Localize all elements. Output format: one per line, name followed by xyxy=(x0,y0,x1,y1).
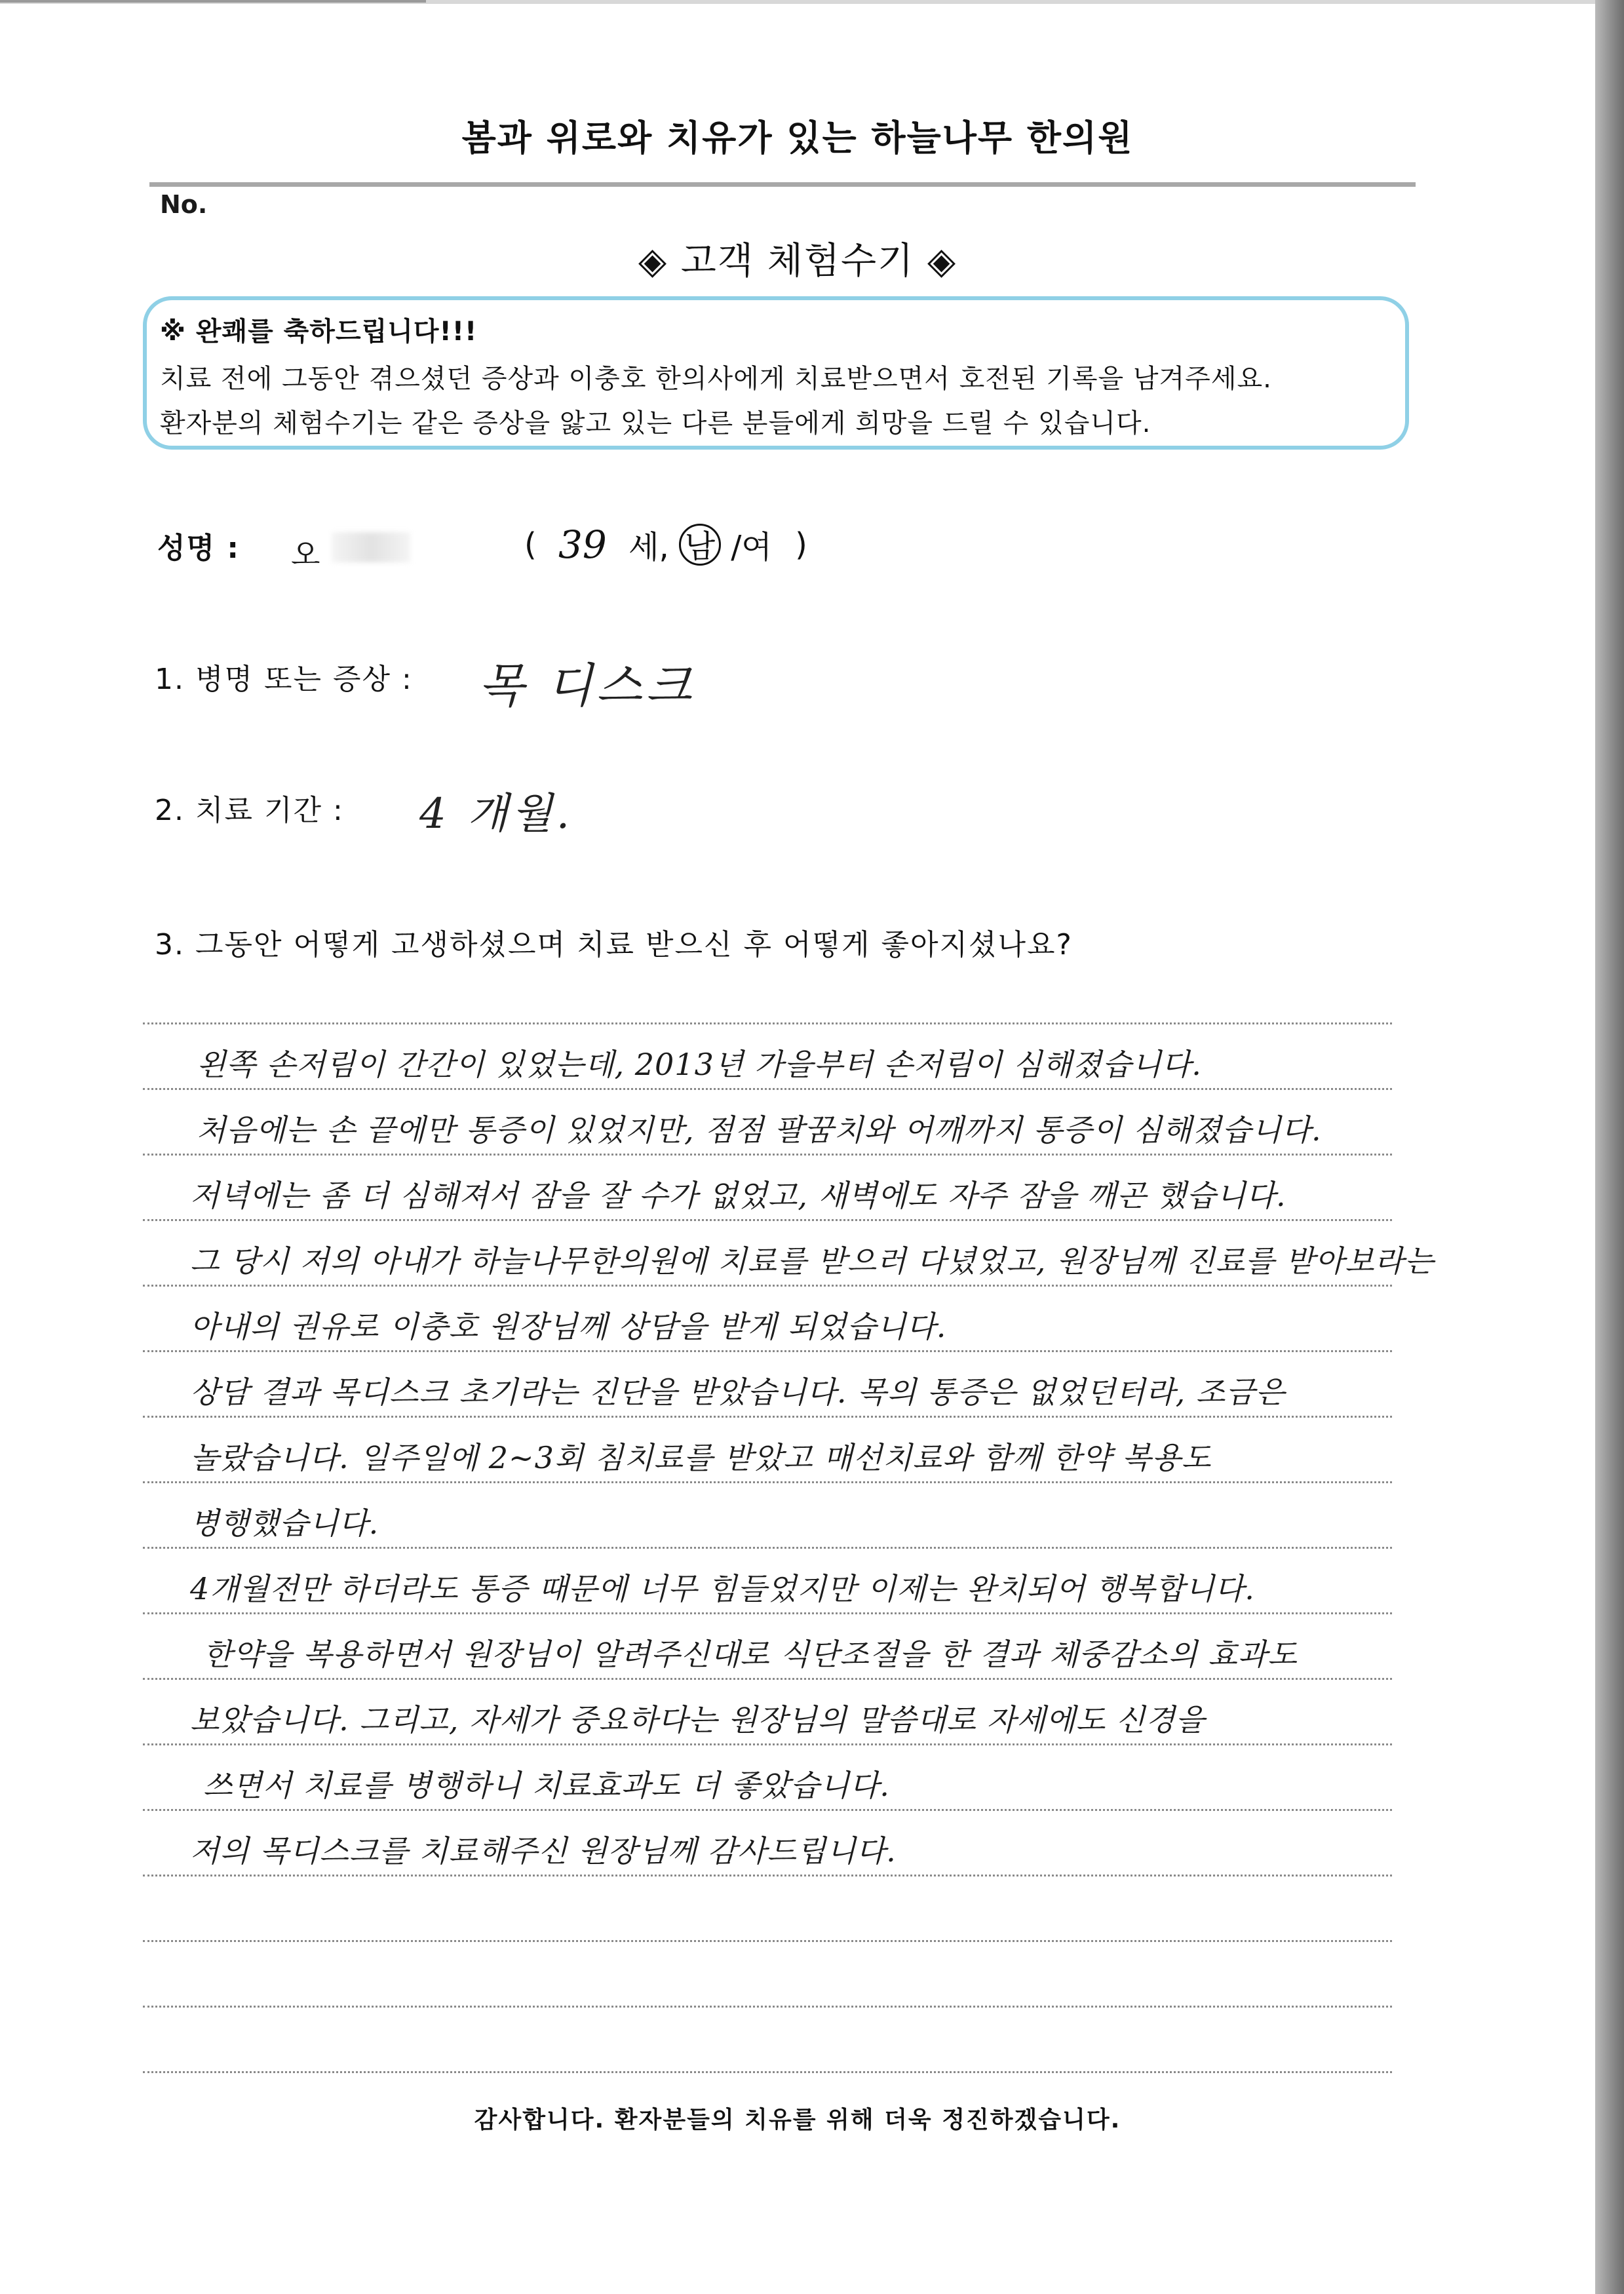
testimony-line: 그 당시 저의 아내가 하늘나무한의원에 치료를 받으러 다녔었고, 원장님께 진료를 받아보라는 xyxy=(190,1243,1435,1279)
notice-congrats: ※ 완쾌를 축하드립니다!!! xyxy=(160,317,478,347)
answer-symptom: 목 디스크 xyxy=(478,658,696,713)
notice-instruction: 치료 전에 그동안 겪으셨던 증상과 이충호 한의사에게 치료받으면서 호전된 기록을 남겨주세요. xyxy=(160,364,1272,394)
testimony-line: 한약을 복용하면서 원장님이 알려주신대로 식단조절을 한 결과 체중감소의 효과도 xyxy=(203,1637,1298,1672)
ruled-line xyxy=(143,1481,1392,1483)
form-number-label: No. xyxy=(160,190,208,219)
ruled-line xyxy=(143,1416,1392,1418)
scan-right-edge xyxy=(1595,0,1624,2294)
testimony-line: 쓰면서 치료를 병행하니 치료효과도 더 좋았습니다. xyxy=(203,1768,890,1803)
ruled-line xyxy=(143,1809,1392,1811)
scan-top-mark xyxy=(0,0,426,3)
ruled-line xyxy=(143,1285,1392,1287)
testimony-line: 병행했습니다. xyxy=(190,1506,379,1541)
testimony-line: 저의 목디스크를 치료해주신 원장님께 감사드립니다. xyxy=(190,1833,897,1869)
testimony-line: 4개월전만 하더라도 통증 때문에 너무 힘들었지만 이제는 완치되어 행복합니다. xyxy=(190,1571,1255,1606)
ruled-line xyxy=(143,1154,1392,1156)
name-label: 성명 : xyxy=(157,532,240,565)
header-divider xyxy=(149,182,1416,187)
answer-period: 4 개월. xyxy=(419,790,574,838)
ruled-line xyxy=(143,2071,1392,2073)
testimony-line: 놀랐습니다. 일주일에 2~3회 침치료를 받았고 매선치료와 함께 한약 복용도 xyxy=(190,1440,1212,1475)
sex-male-circled: 남 xyxy=(679,524,721,566)
ruled-line xyxy=(143,1088,1392,1090)
ruled-line xyxy=(143,1875,1392,1876)
ruled-line xyxy=(143,1743,1392,1745)
ruled-line xyxy=(143,1678,1392,1680)
testimony-line: 아내의 권유로 이충호 원장님께 상담을 받게 되었습니다. xyxy=(190,1309,947,1344)
form-title: ◈ 고객 체험수기 ◈ xyxy=(638,240,957,282)
question-symptom-label: 1. 병명 또는 증상 : xyxy=(155,663,413,696)
testimony-line: 저녁에는 좀 더 심해져서 잠을 잘 수가 없었고, 새벽에도 자주 잠을 깨곤 했습니다. xyxy=(190,1178,1286,1213)
testimony-line: 상담 결과 목디스크 초기라는 진단을 받았습니다. 목의 통증은 없었던터라, 조금은 xyxy=(190,1374,1286,1410)
ruled-line xyxy=(143,2006,1392,2008)
name-redaction xyxy=(332,532,410,562)
ruled-line xyxy=(143,1219,1392,1221)
paren-open: ( xyxy=(524,526,537,563)
age-value: 39 xyxy=(558,522,607,567)
footer-thanks: 감사합니다. 환자분들의 치유를 위해 더욱 정진하겠습니다. xyxy=(474,2107,1121,2133)
ruled-line xyxy=(143,1612,1392,1614)
ruled-line xyxy=(143,1022,1392,1024)
testimony-line: 보았습니다. 그리고, 자세가 중요하다는 원장님의 말씀대로 자세에도 신경을 xyxy=(190,1702,1206,1738)
ruled-line xyxy=(143,1350,1392,1352)
notice-purpose: 환자분의 체험수기는 같은 증상을 앓고 있는 다른 분들에게 희망을 드릴 수 있습니다. xyxy=(160,408,1151,438)
question-period-label: 2. 치료 기간 : xyxy=(155,794,344,827)
ruled-line xyxy=(143,1547,1392,1549)
name-value: 오 xyxy=(291,537,320,572)
clinic-name: 봄과 위로와 치유가 있는 하늘나무 한의원 xyxy=(461,117,1134,159)
age-sex-group xyxy=(524,522,807,567)
paren-close: ) xyxy=(795,526,807,563)
sex-female-option: /여 xyxy=(731,529,772,566)
question-experience-label: 3. 그동안 어떻게 고생하셨으며 치료 받으신 후 어떻게 좋아지셨나요? xyxy=(155,928,1073,962)
testimony-line: 처음에는 손 끝에만 통증이 있었지만, 점점 팔꿈치와 어깨까지 통증이 심해졌습니다. xyxy=(197,1112,1322,1148)
ruled-line xyxy=(143,1940,1392,1942)
testimony-line: 왼쪽 손저림이 간간이 있었는데, 2013년 가을부터 손저림이 심해졌습니다. xyxy=(197,1047,1202,1082)
age-suffix: 세, xyxy=(628,529,669,566)
